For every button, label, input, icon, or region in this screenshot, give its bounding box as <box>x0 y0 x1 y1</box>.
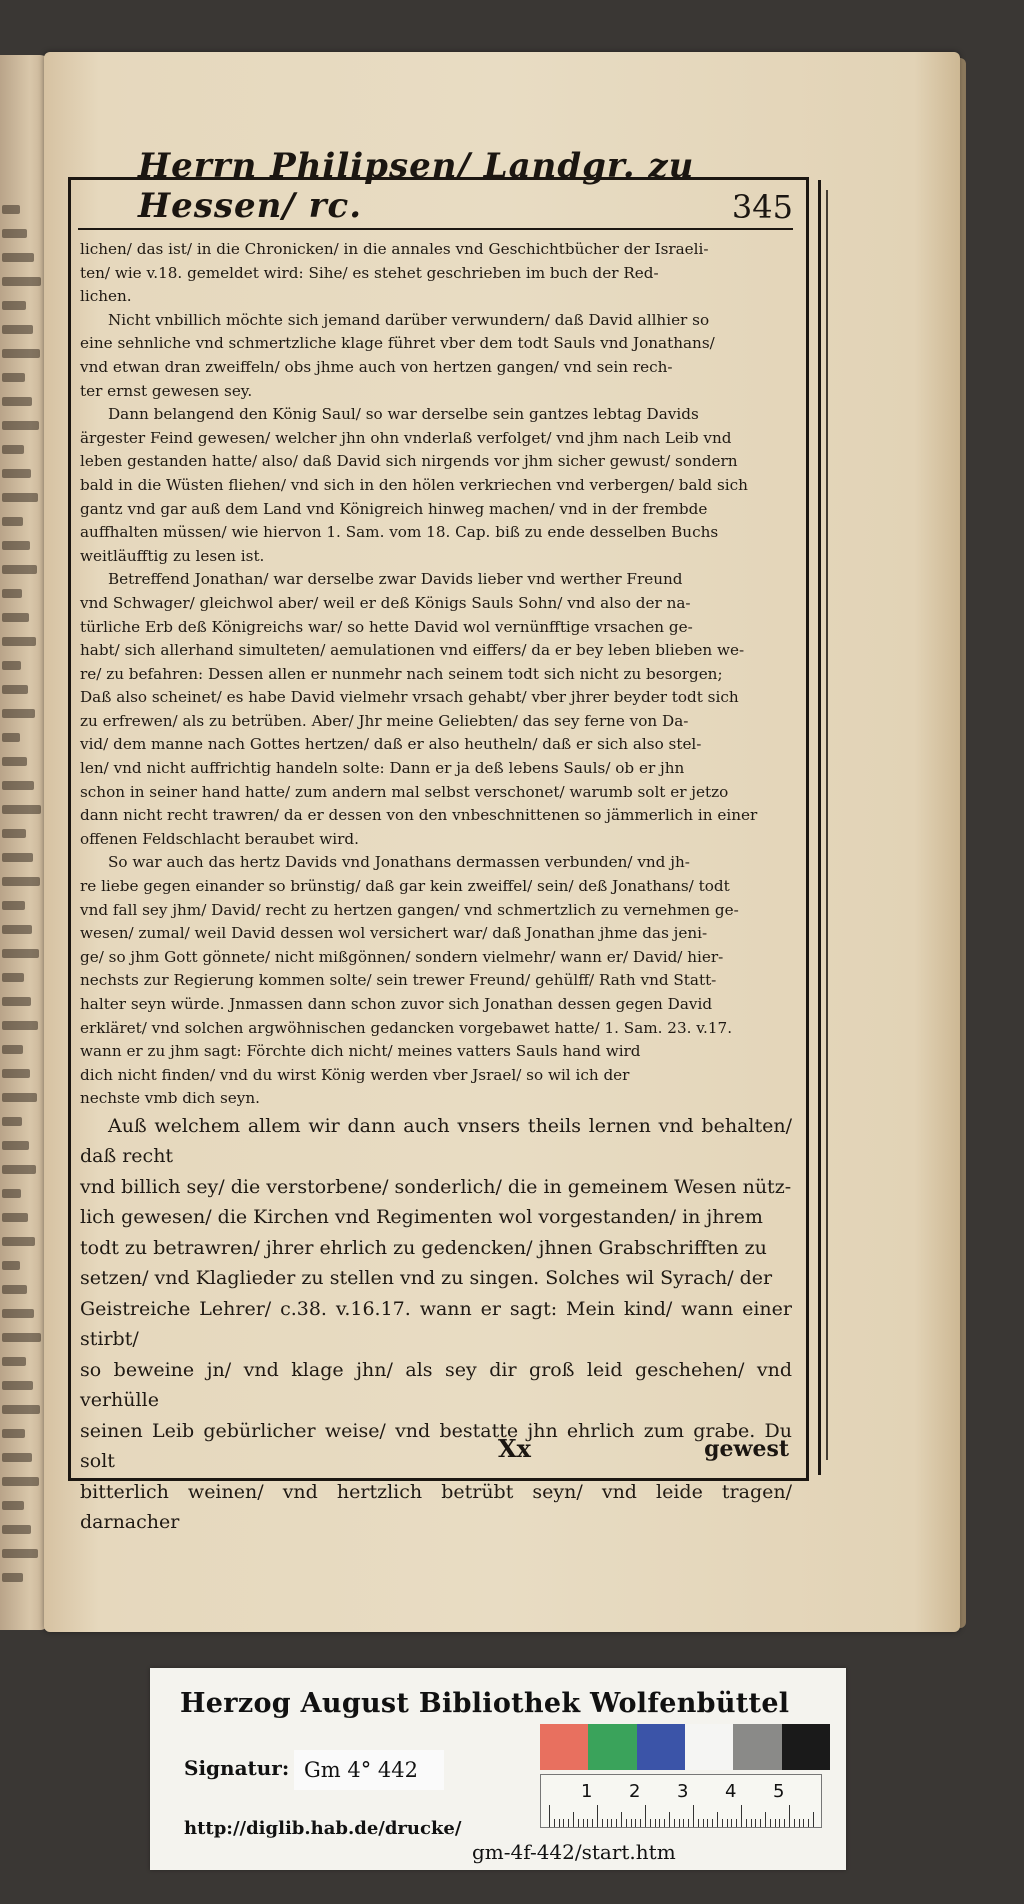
facing-page-text-fragment <box>2 613 29 622</box>
text-line: lichen/ das ist/ in die Chronicken/ in die annales vnd Geschichtbücher der Israeli- <box>80 240 709 258</box>
facing-page-text-fragment <box>2 637 36 646</box>
facing-page-text-fragment <box>2 301 26 310</box>
ruler-tick <box>731 1819 732 1827</box>
facing-page-text-fragment <box>2 325 33 334</box>
library-name: Herzog August Bibliothek Wolfenbüttel <box>180 1688 790 1719</box>
color-swatch <box>540 1724 588 1770</box>
text-line: zu erfrewen/ als zu betrüben. Aber/ Jhr meine Geliebten/ das sey ferne von Da- <box>80 711 689 730</box>
text-line: nechsts zur Regierung kommen solte/ sein trewer Freund/ gehülff/ Rath vnd Statt- <box>80 971 717 990</box>
color-swatch <box>685 1724 733 1770</box>
ruler-tick <box>679 1819 680 1827</box>
text-line: türliche Erb deß Königreichs war/ so hette David wol vernünfftige vrsachen ge- <box>80 617 693 636</box>
text-line: vnd billich sey/ die verstorbene/ sonderlich/ die in gemeinem Wesen nütz- <box>80 1175 792 1198</box>
facing-page-text-fragment <box>2 925 32 934</box>
ruler-tick <box>568 1819 569 1827</box>
text-line: halter seyn würde. Jnmassen dann schon zuvor sich Jonathan dessen gegen David <box>80 995 713 1013</box>
ruler-tick <box>621 1812 622 1827</box>
ruler-tick <box>693 1805 694 1827</box>
signature-mark: Xx <box>498 1434 531 1463</box>
text-line: weitläufftig zu lesen ist. <box>80 546 265 565</box>
text-line: Nicht vnbillich möchte sich jemand darüber verwundern/ daß David allhier so <box>108 310 710 329</box>
page-footer <box>78 1432 793 1472</box>
facing-page-text-fragment <box>2 517 23 526</box>
facing-page-text-fragment <box>2 469 31 478</box>
text-line: eine sehnliche vnd schmertzliche klage führet vber dem todt Sauls vnd Jonathans/ <box>80 334 715 353</box>
catchword: gewest <box>704 1436 789 1462</box>
ruler-tick <box>587 1819 588 1827</box>
facing-page-text-fragment <box>2 973 24 982</box>
facing-page-text-fragment <box>2 1477 39 1486</box>
facing-page-text-fragment <box>2 661 21 670</box>
ruler-tick <box>650 1819 651 1827</box>
facing-page-text-fragment <box>2 733 20 742</box>
ruler-tick <box>707 1819 708 1827</box>
facing-page-text-fragment <box>2 997 31 1006</box>
text-line: erkläret/ vnd solchen argwöhnischen gedancken vorgebawet hatte/ 1. Sam. 23. v.17. <box>80 1018 733 1037</box>
text-line: ter ernst gewesen sey. <box>80 381 253 400</box>
ruler-tick <box>578 1819 579 1827</box>
facing-page-text-fragment <box>2 1357 26 1366</box>
ruler-tick <box>549 1805 550 1827</box>
ruler-tick <box>592 1819 593 1827</box>
text-line: schon in seiner hand hatte/ zum andern mal selbst verschonet/ warumb solt er jetzo <box>80 782 729 801</box>
facing-page-text-fragment <box>2 685 28 694</box>
text-line: setzen/ vnd Klaglieder zu stellen vnd zu singen. Solches wil Syrach/ der <box>80 1267 773 1290</box>
text-line: dann nicht recht trawren/ da er dessen von den vnbeschnittenen so jämmerlich in einer <box>80 806 758 825</box>
facing-page-text-fragment <box>2 1261 20 1270</box>
ruler-tick <box>669 1812 670 1827</box>
frame-rule <box>826 190 828 1460</box>
color-swatch <box>588 1724 636 1770</box>
ruler-number: 3 <box>677 1781 689 1802</box>
ruler-tick <box>659 1819 660 1827</box>
ruler-tick <box>808 1819 809 1827</box>
text-line: dich nicht finden/ vnd du wirst König werden vber Jsrael/ so wil ich der <box>80 1065 630 1084</box>
signatur-label: Signatur: <box>184 1756 290 1780</box>
facing-page-text-fragment <box>2 1285 27 1294</box>
text-line: ten/ wie v.18. gemeldet wird: Sihe/ es stehet geschrieben im buch der Red- <box>80 263 659 282</box>
text-line: bitterlich weinen/ vnd hertzlich betrübt seyn/ vnd leide tragen/ darnacher <box>80 1480 792 1534</box>
ruler-number: 1 <box>581 1781 593 1802</box>
ruler-tick <box>597 1805 598 1827</box>
facing-page-text-fragment <box>2 373 25 382</box>
ruler-tick <box>645 1805 646 1827</box>
text-line: Daß also scheinet/ es habe David vielmehr vrsach gehabt/ vber jhrer beyder todt sich <box>80 688 739 707</box>
ruler-tick <box>727 1819 728 1827</box>
facing-page-text-fragment <box>2 757 27 766</box>
ruler-tick <box>703 1819 704 1827</box>
text-line: habt/ sich allerhand simulteten/ aemulationen vnd eiffers/ da er bey leben blieben we- <box>80 641 745 660</box>
ruler-tick <box>683 1819 684 1827</box>
facing-page-text-fragment <box>2 1237 35 1246</box>
ruler-tick <box>563 1819 564 1827</box>
text-line: wann er zu jhm sagt: Förchte dich nicht/ meines vatters Sauls hand wird <box>80 1042 641 1061</box>
text-line: wesen/ zumal/ weil David dessen wol versichert war/ daß Jonathan jhme das jeni- <box>80 924 708 943</box>
facing-page-text-fragment <box>2 1333 41 1342</box>
facing-page-text-fragment <box>2 1117 22 1126</box>
text-line: lichen. <box>80 287 132 306</box>
facing-page-text-fragment <box>2 1189 21 1198</box>
url-path: gm-4f-442/start.htm <box>472 1840 676 1864</box>
facing-page-text-fragment <box>2 397 32 406</box>
ruler-tick <box>789 1805 790 1827</box>
facing-page-text-fragment <box>2 1501 24 1510</box>
ruler-tick <box>554 1819 555 1827</box>
ruler-tick <box>741 1805 742 1827</box>
text-line: vnd etwan dran zweiffeln/ obs jhme auch von hertzen gangen/ vnd sein rech- <box>80 357 673 376</box>
text-line: lich gewesen/ die Kirchen vnd Regimenten wol vorgestanden/ in jhrem <box>80 1206 763 1229</box>
facing-page-text-fragment <box>2 1045 23 1054</box>
facing-page-text-fragment <box>2 277 41 286</box>
facing-page-text-fragment <box>2 853 33 862</box>
text-line: ärgester Feind gewesen/ welcher jhn ohn vnderlaß verfolget/ vnd jhm nach Leib vnd <box>80 428 732 447</box>
facing-page-text-fragment <box>2 1093 37 1102</box>
ruler-tick <box>803 1819 804 1827</box>
text-line: ge/ so jhm Gott gönnete/ nicht mißgönnen/ sondern vielmehr/ wann er/ David/ hier- <box>80 947 724 966</box>
facing-page-text-fragment <box>2 1069 30 1078</box>
ruler-number: 5 <box>773 1781 785 1802</box>
frame-rule <box>818 180 821 1475</box>
ruler-tick <box>674 1819 675 1827</box>
ruler-tick <box>751 1819 752 1827</box>
facing-page-text-fragment <box>2 1381 33 1390</box>
ruler-tick <box>626 1819 627 1827</box>
ruler-tick <box>779 1819 780 1827</box>
facing-page-text-fragment <box>2 1021 38 1030</box>
ruler-tick <box>611 1819 612 1827</box>
ruler-tick <box>717 1812 718 1827</box>
ruler-tick <box>602 1819 603 1827</box>
facing-page-text-fragment <box>2 205 20 214</box>
text-line: re/ zu befahren: Dessen allen er nunmehr nach seinem todt sich nicht zu besorgen; <box>80 664 723 683</box>
facing-page-text-fragment <box>2 829 26 838</box>
text-line: So war auch das hertz Davids vnd Jonathans dermassen verbunden/ vnd jh- <box>108 853 690 872</box>
facing-page-text-fragment <box>2 1165 36 1174</box>
ruler-tick <box>799 1819 800 1827</box>
page-number: 345 <box>731 188 793 226</box>
ruler-tick <box>712 1819 713 1827</box>
text-line: Dann belangend den König Saul/ so war derselbe sein gantzes lebtag Davids <box>108 405 699 424</box>
ruler-tick <box>664 1819 665 1827</box>
ruler-tick <box>784 1819 785 1827</box>
measurement-ruler <box>540 1774 822 1828</box>
text-line: vid/ dem manne nach Gottes hertzen/ daß er also heutheln/ daß er sich also stel- <box>80 735 702 754</box>
facing-page-text-fragment <box>2 253 34 262</box>
color-swatch <box>733 1724 781 1770</box>
text-line: Betreffend Jonathan/ war derselbe zwar Davids lieber vnd werther Freund <box>108 570 683 589</box>
ruler-tick <box>775 1819 776 1827</box>
text-line: vnd fall sey jhm/ David/ recht zu hertzen gangen/ vnd schmertzlich zu vernehmen ge- <box>80 900 739 919</box>
ruler-tick <box>698 1819 699 1827</box>
facing-page-text-fragment <box>2 1309 34 1318</box>
text-line: so beweine jn/ vnd klage jhn/ als sey dir groß leid geschehen/ vnd verhülle <box>80 1358 792 1412</box>
facing-page-text-fragment <box>2 805 41 814</box>
facing-page-text-fragment <box>2 949 39 958</box>
facing-page-text-fragment <box>2 565 37 574</box>
text-line: auffhalten müssen/ wie hiervon 1. Sam. vom 18. Cap. biß zu ende desselben Buchs <box>80 523 719 542</box>
ruler-tick <box>655 1819 656 1827</box>
ruler-tick <box>573 1812 574 1827</box>
facing-page-text-fragment <box>2 1405 40 1414</box>
ruler-tick <box>746 1819 747 1827</box>
ruler-tick <box>813 1812 814 1827</box>
ruler-tick <box>765 1812 766 1827</box>
ruler-tick <box>736 1819 737 1827</box>
facing-page-text-fragment <box>2 493 38 502</box>
ruler-tick <box>755 1819 756 1827</box>
ruler-number: 2 <box>629 1781 641 1802</box>
color-swatch <box>782 1724 830 1770</box>
ruler-tick <box>635 1819 636 1827</box>
facing-page-text-fragment <box>2 1213 28 1222</box>
text-line: bald in die Wüsten fliehen/ vnd sich in den hölen verkriechen vnd verbergen/ bald sich <box>80 475 748 494</box>
header-title: Herrn Philipsen/ Landgr. zu Hessen/ rc. <box>138 146 695 226</box>
ruler-tick <box>760 1819 761 1827</box>
ruler-tick <box>688 1819 689 1827</box>
facing-page-text-fragment <box>2 709 35 718</box>
text-line: Auß welchem allem wir dann auch vnsers theils lernen vnd behalten/ daß recht <box>80 1114 792 1168</box>
facing-page-text-fragment <box>2 1429 25 1438</box>
facing-page-text-fragment <box>2 1549 38 1558</box>
text-line: gantz vnd gar auß dem Land vnd Königreich hinweg machen/ vnd in der frembde <box>80 499 708 518</box>
ruler-tick <box>607 1819 608 1827</box>
facing-page-text-fragment <box>2 421 39 430</box>
text-line: vnd Schwager/ gleichwol aber/ weil er deß Königs Sauls Sohn/ vnd also der na- <box>80 593 691 612</box>
ruler-number: 4 <box>725 1781 737 1802</box>
url-base: http://diglib.hab.de/drucke/ <box>184 1818 462 1839</box>
signatur-value: Gm 4° 442 <box>294 1750 444 1790</box>
ruler-tick <box>770 1819 771 1827</box>
ruler-tick <box>631 1819 632 1827</box>
facing-page-text-fragment <box>2 1453 32 1462</box>
facing-page-text-fragment <box>2 1525 31 1534</box>
text-line: Geistreiche Lehrer/ c.38. v.16.17. wann er sagt: Mein kind/ wann einer stirbt/ <box>80 1297 792 1351</box>
left-facing-page <box>0 55 50 1630</box>
color-calibration-strip <box>540 1724 830 1770</box>
facing-page-text-fragment <box>2 901 25 910</box>
text-line: seinen Leib gebürlicher weise/ vnd bestatte jhn ehrlich zum grabe. Du solt <box>80 1419 792 1473</box>
library-label <box>150 1668 846 1870</box>
text-line: leben gestanden hatte/ also/ daß David sich nirgends vor jhm sicher gewust/ sondern <box>80 452 738 471</box>
ruler-tick <box>794 1819 795 1827</box>
facing-page-text-fragment <box>2 349 40 358</box>
ruler-tick <box>559 1819 560 1827</box>
facing-page-text-fragment <box>2 445 24 454</box>
text-line: len/ vnd nicht auffrichtig handeln solte: Dann er ja deß lebens Sauls/ ob er jhn <box>80 759 685 778</box>
text-line: nechste vmb dich seyn. <box>80 1089 260 1108</box>
text-line: offenen Feldschlacht beraubet wird. <box>80 829 359 848</box>
ruler-tick <box>640 1819 641 1827</box>
facing-page-text-fragment <box>2 877 40 886</box>
ruler-tick <box>583 1819 584 1827</box>
facing-page-text-fragment <box>2 541 30 550</box>
facing-page-text-fragment <box>2 781 34 790</box>
text-line: todt zu betrawren/ jhrer ehrlich zu gedencken/ jhnen Grabschrifften zu <box>80 1236 767 1259</box>
color-swatch <box>637 1724 685 1770</box>
facing-page-text-fragment <box>2 1573 23 1582</box>
facing-page-text-fragment <box>2 1141 29 1150</box>
facing-page-text-fragment <box>2 589 22 598</box>
ruler-tick <box>616 1819 617 1827</box>
running-header <box>78 146 793 230</box>
text-line: re liebe gegen einander so brünstig/ daß gar kein zweiffel/ sein/ deß Jonathans/ todt <box>80 877 730 896</box>
facing-page-text-fragment <box>2 229 27 238</box>
ruler-tick <box>722 1819 723 1827</box>
